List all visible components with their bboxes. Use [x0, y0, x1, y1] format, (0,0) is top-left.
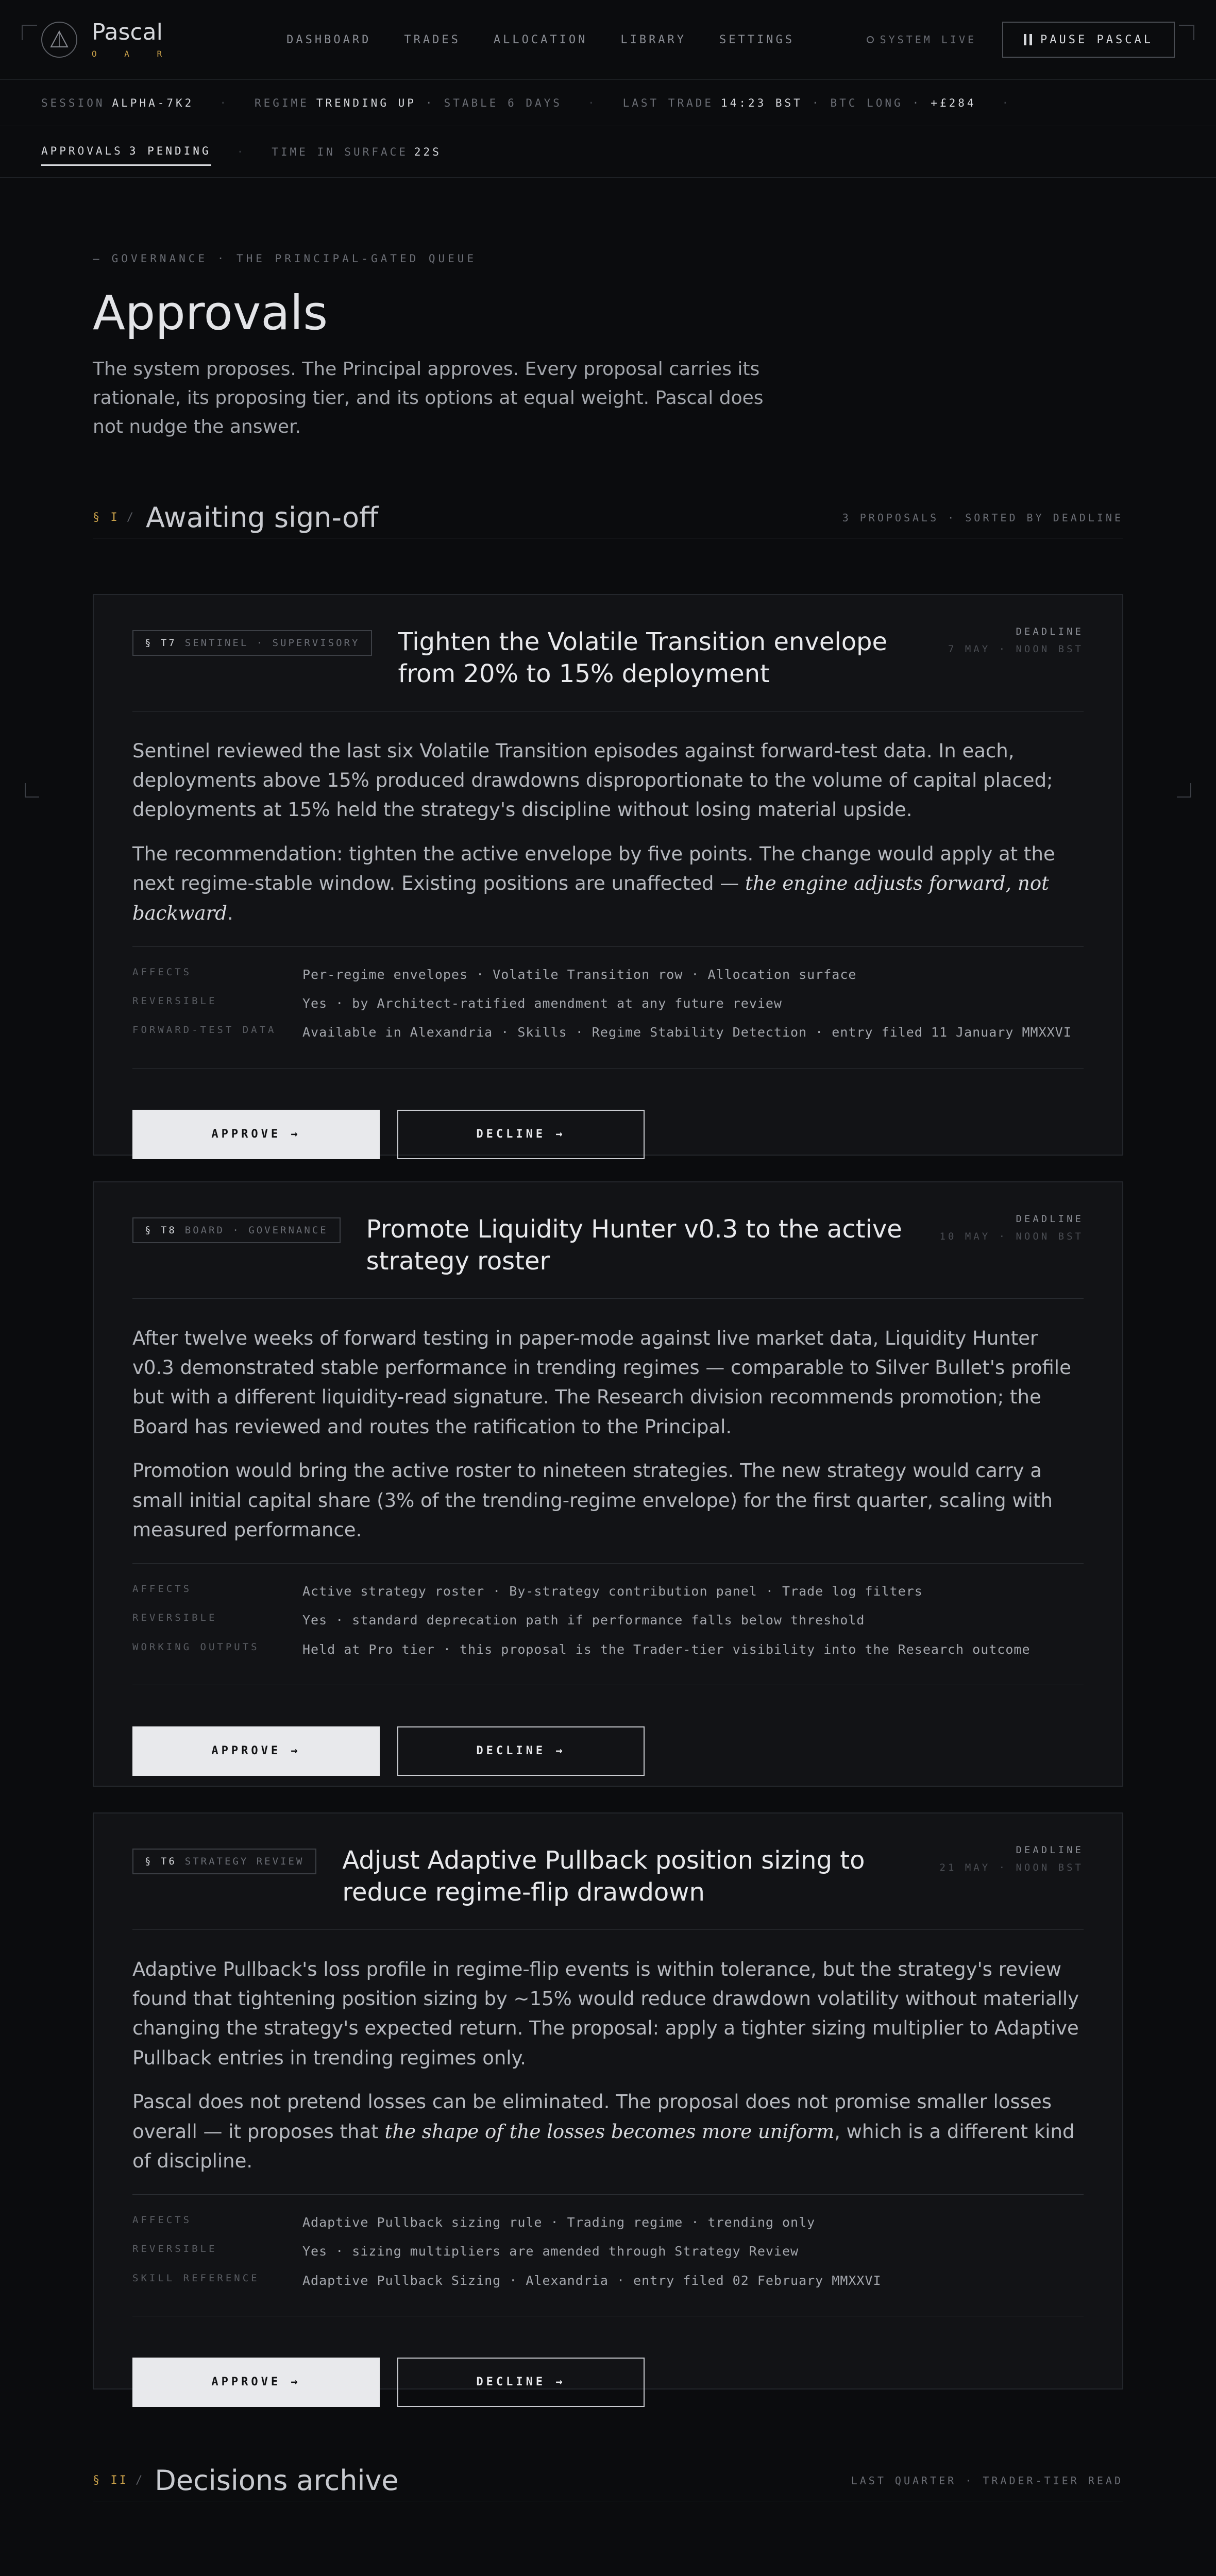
section-number: § I / — [93, 511, 136, 524]
decline-button[interactable]: DECLINE → — [397, 1110, 645, 1159]
proposal-body: After twelve weeks of forward testing in paper-mode against live market data, Liquidity Hunter v0.3 demonstrated stable performance in trending regimes — comparable to Silver Bullet's profile but with a different liquidity-read signature. The Research division recommends promotion; the Board has reviewed and routes the ratification to the Principal. Promotion would bring the active roster to nineteen strategies. The new strategy would carry a small initial capital share (3% of the trending-regime envelope) for the first quarter, scaling with measured performance. — [132, 1327, 1071, 1541]
proposal-body: Adaptive Pullback's loss profile in regime-flip events is within tolerance, but the strategy's review found that tightening position sizing by ~15% would reduce drawdown volatility without materially changing the strategy's expected return. The proposal: apply a tighter sizing multiplier to Adaptive Pullback entries in trending regimes only. Pascal does not pretend losses can be eliminated. The proposal does not promise smaller losses overall — it proposes that the shape of the losses becomes more uniform, which is a different kind of discipline. — [132, 1958, 1079, 2172]
session-bar: SESSION ALPHA-7K2 · REGIME TRENDING UP · STABLE 6 DAYS · LAST TRADE 14:23 BST · BTC LONG · +£284 · — [0, 80, 1216, 126]
time-in-surface-value: 22S — [414, 145, 442, 158]
last-trade-pnl: +£284 — [931, 96, 976, 109]
regime-value: TRENDING UP — [316, 96, 416, 109]
tab-approvals-count: 3 PENDING — [129, 145, 211, 157]
proposal-facts: AFFECTS Active strategy roster · By-strategy contribution panel · Trade log filters REVERSIBLE Yes · standard deprecation path if performance falls below threshold WORKING OUTPUTS Held at Pro tier · this proposal is the Trader-tier visibility into the Research outcome — [132, 1563, 1084, 1685]
regime-label: REGIME — [254, 96, 309, 109]
proposal-title: Promote Liquidity Hunter v0.3 to the active strategy roster — [366, 1215, 902, 1276]
regime-stable: STABLE 6 DAYS — [444, 96, 562, 109]
brand-subtitle: O A R — [92, 48, 174, 59]
page-intro: The system proposes. The Principal approves. Every proposal carries its rationale, its proposing tier, and its options at equal weight. Pascal does not nudge the answer. — [93, 359, 764, 437]
proposal-facts: AFFECTS Per-regime envelopes · Volatile Transition row · Allocation surface REVERSIBLE Yes · by Architect-ratified amendment at any future review FORWARD-TEST DATA Available in Alexandria · Skills · Regime Stability Detection · entry filed 11 January MMXXVI — [132, 946, 1084, 1069]
section-title: Decisions archive — [155, 2464, 399, 2497]
tab-approvals[interactable] — [41, 145, 211, 166]
last-trade-time: 14:23 BST — [721, 96, 803, 109]
last-trade-direction: BTC LONG — [830, 96, 903, 109]
section-meta: 3 PROPOSALS · SORTED BY DEADLINE — [842, 511, 1123, 524]
pause-icon — [1024, 34, 1032, 45]
side-bracket-right — [1177, 783, 1191, 798]
decline-button[interactable]: DECLINE → — [397, 2358, 645, 2407]
tier-badge: § T7 SENTINEL · SUPERVISORY — [132, 630, 372, 656]
triangle-icon — [48, 28, 71, 51]
sub-tabs: APPROVALS 3 PENDING · TIME IN SURFACE 22S — [0, 126, 1216, 178]
section-archive-header — [93, 2460, 1123, 2501]
deadline: DEADLINE 10 MAY · NOON BST — [939, 1213, 1084, 1242]
last-trade-label: LAST TRADE — [622, 96, 714, 109]
nav-settings[interactable]: SETTINGS — [719, 33, 795, 46]
tier-badge: § T6 STRATEGY REVIEW — [132, 1849, 316, 1874]
proposal-title: Adjust Adaptive Pullback position sizing to reduce regime-flip drawdown — [342, 1846, 865, 1907]
proposal-facts: AFFECTS Adaptive Pullback sizing rule · Trading regime · trending only REVERSIBLE Yes · sizing multipliers are amended through Strategy Review SKILL REFERENCE Adaptive Pullback Sizing · Alexandria · entry filed 02 February MMXXVI — [132, 2194, 1084, 2316]
proposal-card — [93, 1812, 1123, 2389]
archive-item[interactable] — [93, 2555, 1123, 2576]
time-in-surface-label: TIME IN SURFACE — [272, 145, 408, 158]
top-navigation — [0, 0, 1216, 80]
tier-badge: § T8 BOARD · GOVERNANCE — [132, 1217, 341, 1243]
proposal-body: Sentinel reviewed the last six Volatile Transition episodes against forward-test data. In each, deployments above 15% produced drawdowns disproportionate to the volume of capital placed; deployments at 15% held the strategy's discipline without losing material upside. The recommendation: tighten the active envelope by five points. The change would apply at the next regime-stable window. Existing positions are unaffected — the engine adjusts forward, not backward. — [132, 739, 1055, 924]
deadline: DEADLINE 7 MAY · NOON BST — [948, 626, 1084, 655]
page-title: Approvals — [93, 285, 328, 341]
nav-trades[interactable]: TRADES — [404, 33, 461, 46]
nav-dashboard[interactable]: DASHBOARD — [286, 33, 371, 46]
deadline: DEADLINE 21 MAY · NOON BST — [939, 1844, 1084, 1873]
page-eyebrow: — GOVERNANCE · THE PRINCIPAL-GATED QUEUE — [93, 252, 477, 265]
page-header — [93, 252, 1123, 441]
side-bracket-left — [25, 783, 39, 798]
proposal-card — [93, 1181, 1123, 1787]
approve-button[interactable]: APPROVE → — [132, 1110, 380, 1159]
section-awaiting-header — [93, 497, 1123, 538]
proposal-card — [93, 594, 1123, 1156]
section-number: § II / — [93, 2474, 145, 2487]
system-live-label: SYSTEM LIVE — [880, 33, 977, 46]
section-title: Awaiting sign-off — [146, 501, 379, 534]
session-label: SESSION — [41, 96, 105, 109]
nav-allocation[interactable]: ALLOCATION — [493, 33, 588, 46]
approve-button[interactable]: APPROVE → — [132, 1726, 380, 1776]
pause-pascal-button[interactable] — [1002, 22, 1175, 58]
brand-name: Pascal — [92, 19, 163, 45]
pascal-logo-icon[interactable] — [41, 22, 77, 58]
main-nav — [286, 33, 795, 46]
brand — [92, 21, 173, 59]
proposal-title: Tighten the Volatile Transition envelope from 20% to 15% deployment — [398, 628, 888, 689]
status-dot-icon — [867, 36, 874, 43]
approve-button[interactable]: APPROVE → — [132, 2358, 380, 2407]
pause-label: PAUSE PASCAL — [1040, 33, 1153, 46]
nav-library[interactable]: LIBRARY — [620, 33, 687, 46]
system-live-indicator — [867, 33, 976, 46]
tab-approvals-label: APPROVALS — [41, 145, 123, 157]
section-meta: LAST QUARTER · TRADER-TIER READ — [851, 2474, 1123, 2487]
decline-button[interactable]: DECLINE → — [397, 1726, 645, 1776]
session-value: ALPHA-7K2 — [112, 96, 194, 109]
